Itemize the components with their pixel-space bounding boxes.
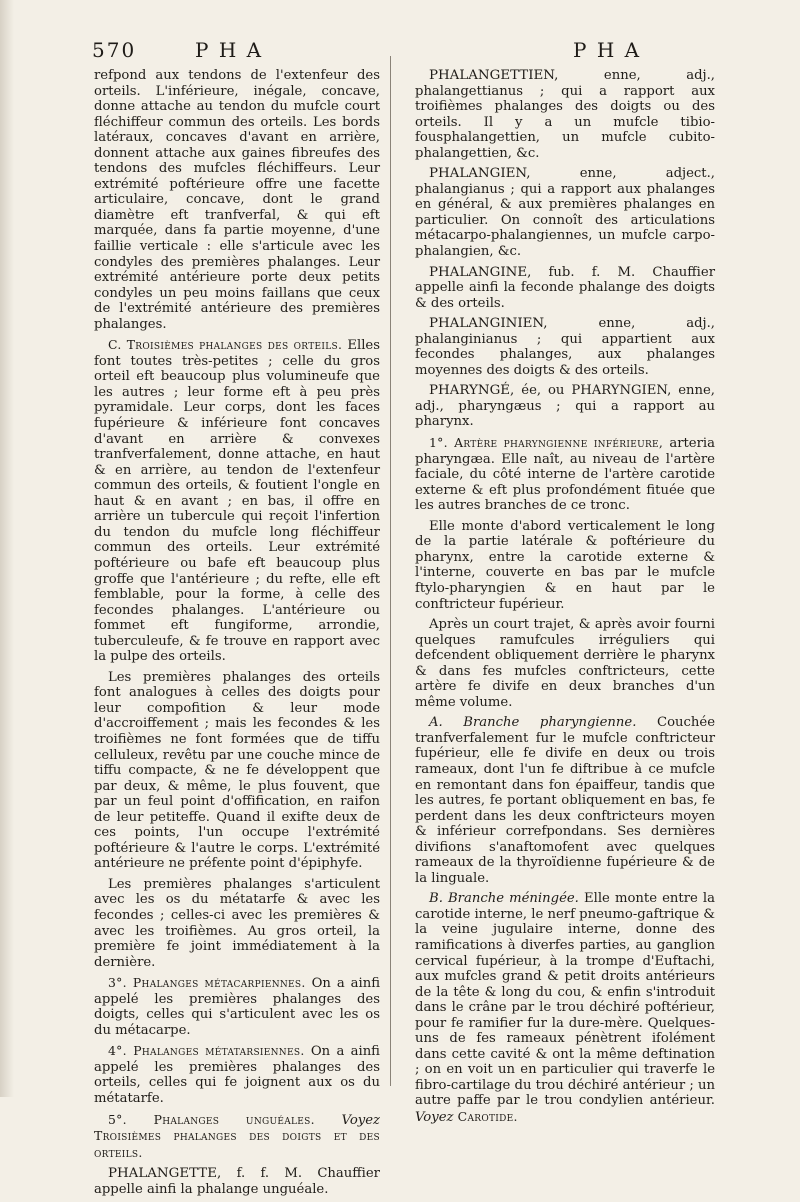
dictionary-entry bbox=[415, 68, 715, 161]
column-divider bbox=[390, 56, 391, 1086]
paragraph: Les premières phalanges des orteils font analogues à celles des doigts pour leur compofition & leur mode d'accroiffement ; mais les fecondes & les troifièmes ne font formées que de tiffu celluleux, revêtu par une couche mince de tiffu compacte, & ne fe développent que par deux, & même, le plus fouvent, que par un feul point d'offification, en raifon de leur petiteffe. Quand il exifte deux de ces points, l'un occupe l'extrémité poftérieure & l'autre le corps. L'extrémité antérieure ne préfente point d'épiphyfe. bbox=[94, 669, 380, 872]
entry-text: enne, adj., phalangettianus ; qui a rapport aux troifièmes phalanges des doigts ou des orteils. Il y a un mufcle tibio-fousphalangettien, un mufcle cubito-phalangettien, &c. bbox=[415, 68, 715, 161]
page-number: 570 bbox=[92, 38, 137, 62]
section-heading: 3°. Phalanges métacarpiennes. bbox=[108, 975, 306, 991]
paragraph bbox=[415, 715, 715, 886]
paragraph bbox=[94, 1043, 380, 1106]
dictionary-entry bbox=[415, 383, 715, 430]
paragraph: Elle monte d'abord verticalement le long de la partie latérale & poftérieure du pharynx, entre la carotide externe & l'interne, couverte en bas par le mufcle ftylo-pharyngien & en haut par le conftricteur fupérieur. bbox=[415, 518, 715, 612]
left-running-head: P H A bbox=[195, 38, 264, 62]
paragraph-text: Elle monte entre la carotide interne, le nerf pneumo-gaftrique & la veine jugulaire interne, donne des ramifications à diverfes parties, au ganglion cervical fupérieur, à la trompe d'Euftachi, aux mufcles grand & petit droits antérieurs de la tête & long du cou, & enfin s'introduit dans le crâne par le trou déchiré poftérieur, pour fe ramifier fur la dure-mère. Quelques-uns de fes rameaux pénètrent ifolément dans cette cavité & ont la même deftination ; on en voit un en particulier qui traverfe le fibro-cartilage du trou déchiré antérieur ; un autre paffe par le trou condylien antérieur. bbox=[415, 891, 715, 1109]
entry-text: enne, adj., phalanginianus ; qui appartient aux fecondes phalanges, aux phalanges moyennes des doigts & des orteils. bbox=[415, 316, 715, 378]
entry-text: enne, adject., phalangianus ; qui a rapport aux phalanges en général, & aux premières phalanges en particulier. On connoît des articulations métacarpo-phalangiennes, un mufcle carpo-phalangien, &c. bbox=[415, 166, 715, 260]
paragraph bbox=[94, 337, 380, 664]
section-heading: A. Branche pharyngienne. bbox=[429, 715, 637, 731]
section-heading: 4°. Phalanges métatarsiennes. bbox=[108, 1043, 305, 1059]
entry-text: f. f. M. Chauffier appelle ainfi la phalange unguéale. bbox=[94, 1166, 380, 1197]
paragraph-text: On a ainfi appelé les premières phalanges des doigts, celles qui s'articulent avec les os du métacarpe. bbox=[94, 976, 380, 1038]
paragraph-text: arteria pharyngæa. Elle naît, au niveau de l'artère faciale, du côté interne de l'artère carotide externe & eft plus profondément fituée que les autres branches de ce tronc. bbox=[415, 436, 715, 514]
cross-reference: Troisièmes phalanges des doigts et des orteils. bbox=[94, 1128, 380, 1160]
entry-headword: PHARYNGÉ, bbox=[429, 383, 515, 399]
paragraph: refpond aux tendons de l'extenfeur des orteils. L'inférieure, inégale, concave, donne attache au tendon du mufcle court fléchiffeur commun des orteils. Les bords latéraux, concaves d'avant en arrière, donnent attache aux gaines fibreufes des tendons des mufcles fléchiffeurs. Leur extrémité poftérieure offre une facette articulaire, concave, dont le grand diamètre eft tranfverfal, & qui eft marquée, dans fa partie moyenne, d'une faillie verticale : elle s'articule avec les condyles des premières phalanges. Leur extrémité antérieure porte deux petits condyles un peu moins faillans que ceux de l'extrémité antérieure des premières phalanges. bbox=[94, 68, 380, 332]
page-edge-shadow bbox=[0, 0, 14, 1097]
paragraph-text: Elles font toutes très-petites ; celle du gros orteil eft beaucoup plus volumineufe que les autres ; leur forme eft à peu près pyramidale. Leur corps, dont les faces fupérieure & inférieure font concaves d'avant en arrière & convexes tranfverfalement, donne attache, en haut & en arrière, au tendon de l'extenfeur commun des orteils, & foutient l'ongle en haut & en avant ; en bas, il offre en arrière un tubercule qui reçoit l'infertion du tendon du mufcle long fléchiffeur commun des orteils. Leur extrémité poftérieure ou bafe eft beaucoup plus groffe que l'antérieure ; du refte, elle eft femblable, pour la forme, à celle des fecondes phalanges. L'antérieure ou fommet eft fungiforme, arrondie, tuberculeufe, & fe trouve en rapport avec la pulpe des orteils. bbox=[94, 338, 380, 665]
paragraph bbox=[94, 975, 380, 1038]
paragraph: Les premières phalanges s'articulent avec les os du métatarfe & avec les fecondes ; celles-ci avec les premières & avec les troifièmes. Au gros orteil, la première fe joint immédiatement à la dernière. bbox=[94, 876, 380, 970]
paragraph-text: On a ainfi appelé les premières phalanges des orteils, celles qui fe joignent aux os du métatarfe. bbox=[94, 1044, 380, 1106]
entry-headword: PHALANGETTIEN, bbox=[429, 68, 559, 83]
dictionary-entry bbox=[94, 1166, 380, 1197]
cross-reference-voyez: Voyez bbox=[341, 1112, 380, 1128]
entry-headword: PHALANGINE, bbox=[429, 264, 532, 280]
dictionary-entry bbox=[415, 316, 715, 378]
section-heading: B. Branche méningée. bbox=[429, 891, 579, 907]
entry-text: fub. f. M. Chauffier appelle ainfi la feconde phalange des doigts & des orteils. bbox=[415, 264, 715, 311]
paragraph bbox=[94, 1112, 380, 1162]
entry-headword: PHALANGIEN, bbox=[429, 166, 531, 182]
paragraph bbox=[415, 435, 715, 514]
cross-reference-voyez: Voyez bbox=[415, 1110, 454, 1125]
section-heading: 1°. Artère pharyngienne inférieure, bbox=[429, 435, 664, 451]
section-heading: C. Troisièmes phalanges des orteils. bbox=[108, 337, 343, 353]
paragraph bbox=[415, 891, 715, 1125]
paragraph: Après un court trajet, & après avoir fourni quelques ramufcules irréguliers qui defcendent obliquement derrière le pharynx & dans fes mufcles conftricteurs, cette artère fe divife en deux branches d'un même volume. bbox=[415, 617, 715, 710]
right-column bbox=[415, 68, 715, 1131]
dictionary-entry bbox=[415, 265, 715, 312]
left-column bbox=[94, 68, 380, 1202]
dictionary-entry bbox=[415, 166, 715, 259]
paragraph-text: Couchée tranfverfalement fur le mufcle conftricteur fupérieur, elle fe divife en deux ou trois rameaux, dont l'un fe diftribue à ce mufcle en remontant dans fon épaiffeur, tandis que les autres, fe portant obliquement en bas, fe perdent dans les deux conftricteurs moyen & inférieur correfpondans. Ses dernières divifions s'anaftomofent avec quelques rameaux de la thyroïdienne fupérieure & de la linguale. bbox=[415, 715, 715, 886]
section-heading: 5°. Phalanges unguéales. bbox=[108, 1111, 315, 1127]
entry-text: ée, ou PHARYNGIEN, enne, adj., pharyngæus ; qui a rapport au pharynx. bbox=[415, 383, 715, 430]
entry-headword: PHALANGETTE, bbox=[108, 1166, 222, 1182]
running-header bbox=[0, 38, 800, 64]
cross-reference: Carotide. bbox=[457, 1109, 518, 1124]
entry-headword: PHALANGINIEN, bbox=[429, 316, 548, 332]
right-running-head: P H A bbox=[573, 38, 642, 62]
